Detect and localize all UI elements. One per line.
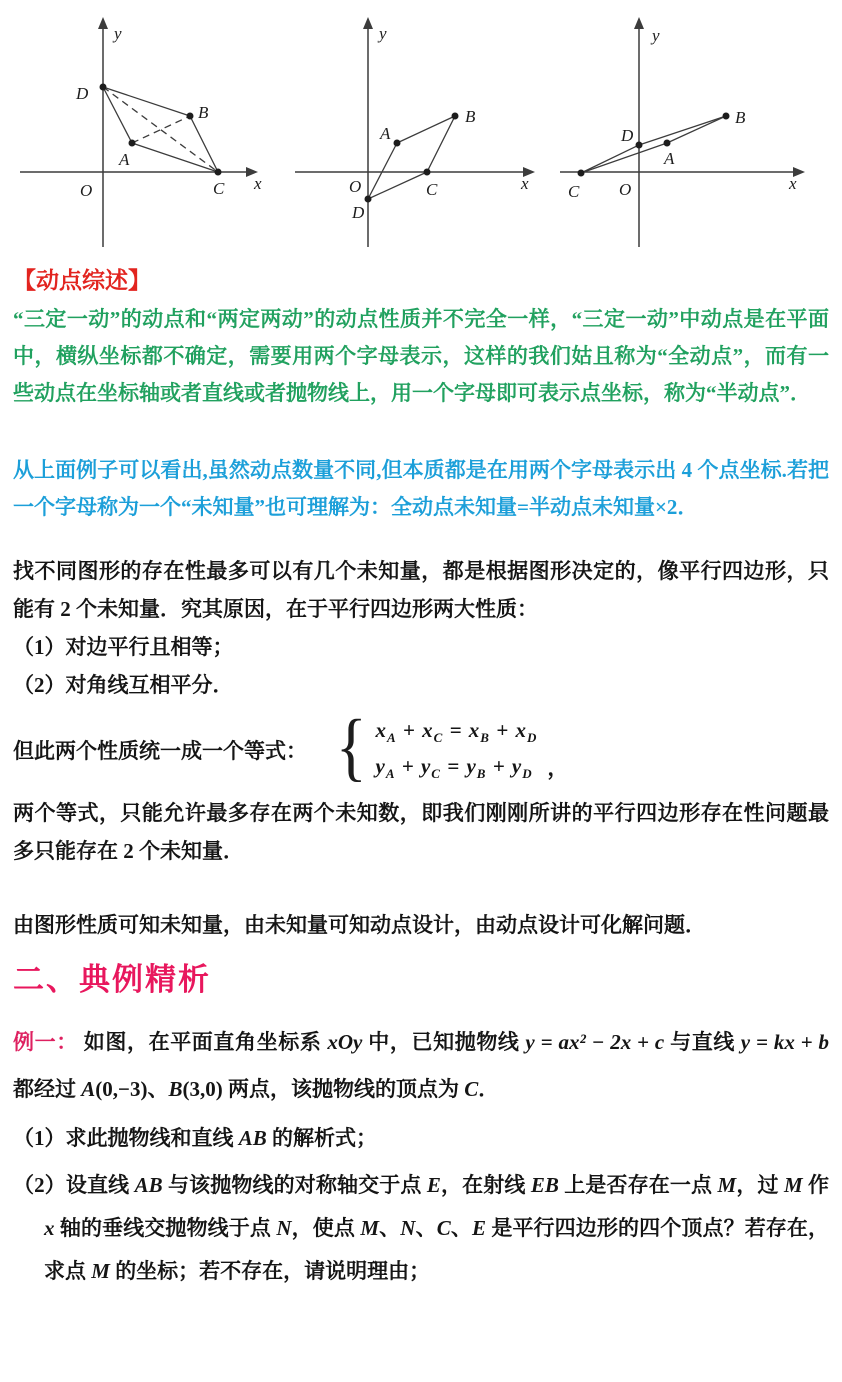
edge-CA (581, 143, 667, 173)
point-B (452, 113, 459, 120)
equation-x: $x_A + x_C = x_B + x_D$ (375, 718, 538, 746)
point-A (129, 140, 136, 147)
analysis-paragraph-3: 由图形性质可知未知量，由未知量可知动点设计，由动点设计可化解问题． (13, 913, 706, 937)
point-B (187, 113, 194, 120)
point-C (578, 170, 585, 177)
x-axis-label: x (789, 174, 797, 193)
label-C: C (213, 179, 225, 198)
diagonal-AB (132, 116, 190, 143)
figures-row (0, 0, 842, 250)
label-B: B (735, 108, 746, 127)
label-B: B (465, 107, 476, 126)
equation-y: $y_A + y_C = y_B + y_D$ (375, 753, 533, 781)
equation-block (13, 704, 829, 792)
point-A (394, 140, 401, 147)
edge-CD (581, 145, 639, 173)
example-paragraph (13, 1019, 829, 1113)
label-D: D (352, 203, 365, 222)
left-brace: { (335, 704, 367, 789)
analysis-item-2: （2）对角线互相平分． (13, 673, 234, 697)
overview-heading: 【动点综述】 (13, 268, 151, 293)
section2-heading: 二、典例精析 (13, 962, 211, 997)
edge-CD (368, 172, 427, 199)
label-D: D (76, 84, 89, 103)
label-C: C (426, 180, 438, 199)
point-A (664, 140, 671, 147)
equation-stack (375, 718, 537, 781)
label-D: D (621, 126, 634, 145)
y-axis-arrow-icon (634, 17, 644, 29)
point-D (100, 84, 107, 91)
point-D (365, 196, 372, 203)
y-axis-arrow-icon (98, 17, 108, 29)
origin-label: O (80, 181, 93, 200)
label-C: C (568, 182, 580, 201)
edge-AB (667, 116, 726, 143)
example-text: 如图，在平面直角坐标系 xOy 中，已知抛物线 y = ax² − 2x + c 与直线 y = kx + b 都经过 A(0,−3)、B(3,0) 两点，该抛物线的顶点为 C． (13, 1030, 830, 1101)
x-axis-label: x (254, 174, 262, 193)
edge-BC (427, 116, 455, 172)
y-axis-label: y (652, 26, 660, 45)
point-B (723, 113, 730, 120)
question-item-1: （1）求此抛物线和直线 AB 的解析式； (13, 1126, 378, 1150)
overview-paragraph-blue: 从上面例子可以看出,虽然动点数量不同,但本质都是在用两个字母表示出 4 个点坐标.若把一个字母称为一个“未知量”也可理解为：全动点未知量=半动点未知量×2． (13, 458, 829, 519)
analysis-paragraph-2: 两个等式，只能允许最多存在两个未知数，即我们刚刚所讲的平行四边形存在性问题最多只能存在 2 个未知量． (13, 801, 829, 863)
edge-DA (368, 143, 397, 199)
figure-parallelogram-diagonals (20, 15, 280, 250)
label-A: A (119, 150, 130, 169)
origin-label: O (619, 180, 632, 199)
analysis-paragraph-1: 找不同图形的存在性最多可以有几个未知量，都是根据图形决定的，像平行四边形，只能有 2 个未知量．究其原因，在于平行四边形两大性质： (13, 559, 829, 621)
y-axis-arrow-icon (363, 17, 373, 29)
edge-DB (639, 116, 726, 145)
x-axis-label: x (521, 174, 529, 193)
figure-thin-quadrilateral (560, 15, 810, 250)
document-body (0, 262, 842, 1293)
edge-AB (397, 116, 455, 143)
label-B: B (198, 103, 209, 122)
example-label: 例一： (13, 1030, 78, 1054)
analysis-item-1: （1）对边平行且相等； (13, 635, 234, 659)
equation-comma: ， (547, 756, 569, 780)
y-axis-label: y (114, 24, 122, 43)
point-C (424, 169, 431, 176)
figure-parallelogram-ABCD (295, 15, 540, 250)
label-A: A (380, 124, 391, 143)
equation-intro: 但此两个性质统一成一个等式： (13, 739, 307, 763)
origin-label: O (349, 177, 362, 196)
point-D (636, 142, 643, 149)
question-item-2: （2）设直线 AB 与该抛物线的对称轴交于点 E，在射线 EB 上是否存在一点 M，过 M 作 x 轴的垂线交抛物线于点 N，使点 M、N、C、E 是平行四边形的四个顶点？若存在，求点 M 的坐标；若不存在，请说明理由； (13, 1173, 830, 1283)
point-C (215, 169, 222, 176)
y-axis-label: y (379, 24, 387, 43)
overview-paragraph-green: “三定一动”的动点和“两定两动”的动点性质并不完全一样，“三定一动”中动点是在平面中，横纵坐标都不确定，需要用两个字母表示，这样的我们姑且称为“全动点”，而有一些动点在坐标轴或者直线或者抛物线上，用一个字母即可表示点坐标，称为“半动点”． (13, 307, 829, 405)
label-A: A (664, 149, 675, 168)
